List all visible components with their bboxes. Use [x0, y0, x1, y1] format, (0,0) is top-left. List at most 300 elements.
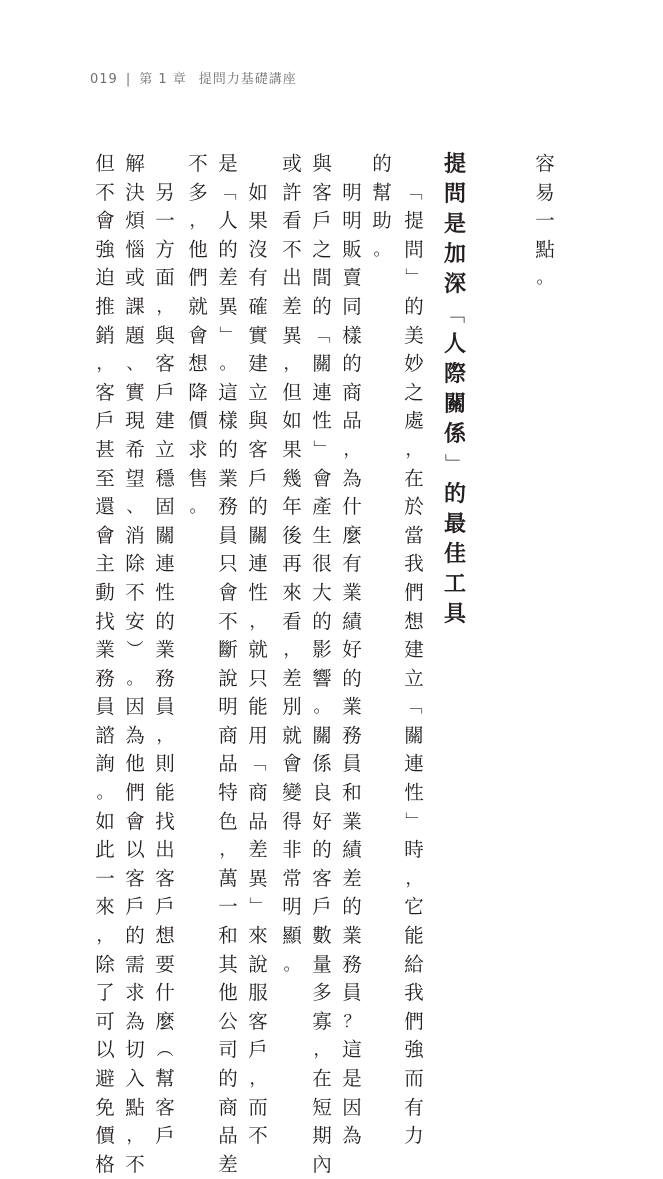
body-line-10	[120, 150, 150, 1179]
glyph: 的	[404, 294, 424, 318]
glyph: 實	[125, 380, 145, 404]
glyph: 想	[155, 924, 175, 948]
glyph: 只	[218, 552, 238, 576]
glyph: 明	[342, 180, 362, 204]
glyph: 強	[95, 237, 115, 261]
glyph: 主	[95, 552, 115, 576]
glyph: ，	[249, 1069, 267, 1089]
glyph: 題	[125, 323, 145, 347]
glyph: 差	[218, 1152, 238, 1176]
glyph: 不	[188, 152, 208, 175]
glyph: 希	[125, 437, 145, 461]
glyph: 不	[125, 580, 145, 604]
glyph: ，	[405, 868, 423, 889]
glyph: ，	[96, 926, 114, 947]
glyph: 幾	[282, 466, 302, 490]
glyph: 不	[282, 237, 302, 261]
body-line-5	[277, 150, 307, 979]
glyph: 另	[155, 180, 175, 204]
glyph: 他	[218, 981, 238, 1005]
glyph: 明	[342, 209, 362, 233]
glyph: ﹁	[445, 302, 465, 326]
glyph: 品	[248, 809, 268, 833]
glyph: 們	[404, 580, 424, 604]
glyph: 明	[218, 695, 238, 719]
glyph: 變	[282, 781, 302, 805]
glyph: 它	[404, 895, 424, 919]
glyph: 找	[155, 809, 175, 833]
glyph: 看	[282, 609, 302, 633]
glyph: 格	[95, 1152, 115, 1176]
glyph: 樣	[342, 323, 362, 347]
glyph: ，	[156, 725, 174, 746]
glyph: 提	[443, 151, 466, 177]
glyph: 短	[312, 1095, 332, 1119]
glyph: 戶	[248, 1038, 268, 1062]
glyph: 當	[404, 523, 424, 547]
glyph: 關	[404, 723, 424, 747]
glyph: 內	[312, 1152, 332, 1176]
glyph: 問	[404, 237, 424, 261]
glyph: 方	[155, 237, 175, 261]
glyph: 什	[342, 495, 362, 519]
glyph: 在	[404, 466, 424, 490]
glyph: 差	[342, 866, 362, 890]
glyph: 提	[404, 209, 424, 233]
glyph: 佳	[443, 541, 466, 567]
glyph: 他	[125, 752, 145, 776]
body-line-9	[150, 150, 180, 1151]
glyph: 強	[404, 1038, 424, 1062]
glyph: 價	[188, 409, 208, 433]
body-line-7	[213, 150, 243, 1179]
glyph: 的	[312, 609, 332, 633]
glyph: 以	[125, 838, 145, 862]
glyph: 戶	[155, 895, 175, 919]
glyph: 戶	[312, 895, 332, 919]
glyph: 、	[126, 497, 144, 518]
glyph: 員	[342, 981, 362, 1005]
glyph: 至	[95, 466, 115, 490]
glyph: 出	[282, 266, 302, 290]
glyph: 會	[95, 523, 115, 547]
glyph: 煩	[125, 209, 145, 233]
glyph: 的	[443, 481, 466, 507]
glyph: 安	[125, 609, 145, 633]
glyph: 同	[342, 294, 362, 318]
glyph: 戶	[95, 409, 115, 433]
glyph: 能	[404, 924, 424, 948]
glyph: ，	[343, 439, 361, 460]
glyph: 給	[404, 952, 424, 976]
glyph: ︶	[126, 640, 144, 661]
glyph: 看	[282, 209, 302, 233]
glyph: ，	[313, 1040, 331, 1061]
glyph: 數	[312, 924, 332, 948]
body-line-11	[90, 150, 120, 1179]
glyph: 的	[312, 838, 332, 862]
glyph: ﹂	[249, 897, 267, 918]
glyph: 找	[95, 609, 115, 633]
glyph: 好	[342, 638, 362, 662]
glyph: 以	[95, 1038, 115, 1062]
glyph: 除	[95, 952, 115, 976]
glyph: 不	[218, 609, 238, 633]
glyph: 決	[125, 180, 145, 204]
glyph: 最	[443, 511, 466, 537]
glyph: 會	[125, 809, 145, 833]
glyph: 用	[248, 723, 268, 747]
glyph: 性	[312, 409, 332, 433]
glyph: 推	[95, 294, 115, 318]
glyph: 點	[125, 1095, 145, 1119]
glyph: 關	[155, 523, 175, 547]
glyph: 切	[125, 1038, 145, 1062]
glyph: 不	[248, 1124, 268, 1148]
glyph: 期	[312, 1124, 332, 1148]
glyph: 關	[312, 352, 332, 376]
glyph: 為	[125, 1009, 145, 1033]
glyph: 響	[312, 666, 332, 690]
chapter-label: 第 1 章	[139, 72, 187, 87]
glyph: 現	[125, 409, 145, 433]
glyph: 面	[155, 266, 175, 290]
glyph: 需	[125, 952, 145, 976]
glyph: 客	[95, 380, 115, 404]
glyph: 易	[535, 180, 555, 204]
prev-paragraph-end	[530, 150, 560, 293]
glyph: 關	[248, 523, 268, 547]
glyph: 再	[282, 552, 302, 576]
glyph: 在	[312, 1067, 332, 1090]
glyph: 。	[219, 354, 237, 375]
chapter-title: 提問力基礎講座	[198, 72, 297, 87]
glyph: 我	[404, 981, 424, 1005]
glyph: 諮	[95, 723, 115, 747]
glyph: 為	[342, 466, 362, 490]
glyph: 有	[342, 552, 362, 576]
glyph: 戶	[125, 895, 145, 919]
glyph: 差	[282, 666, 302, 690]
glyph: 員	[155, 695, 175, 719]
glyph: 務	[95, 666, 115, 690]
glyph: ，	[156, 296, 174, 317]
glyph: 客	[155, 352, 175, 376]
glyph: 容	[535, 152, 555, 175]
glyph: 會	[188, 323, 208, 347]
glyph: 員	[95, 695, 115, 719]
glyph: 售	[188, 466, 208, 490]
glyph: 一	[155, 209, 175, 233]
glyph: 司	[218, 1038, 238, 1062]
glyph: 免	[95, 1095, 115, 1119]
glyph: 具	[443, 601, 466, 627]
glyph: 是	[218, 152, 238, 175]
glyph: 連	[155, 552, 175, 576]
glyph: 出	[155, 838, 175, 862]
glyph: 為	[342, 1124, 362, 1148]
glyph: 問	[443, 181, 466, 207]
glyph: 明	[282, 895, 302, 919]
glyph: 助	[372, 209, 392, 233]
glyph: 產	[312, 495, 332, 519]
glyph: 異	[248, 866, 268, 890]
glyph: 可	[95, 1009, 115, 1033]
glyph: 連	[404, 752, 424, 776]
glyph: 會	[312, 466, 332, 490]
glyph: 年	[282, 495, 302, 519]
glyph: 這	[218, 380, 238, 404]
glyph: ﹂	[405, 268, 423, 289]
glyph: 多	[188, 180, 208, 204]
glyph: 想	[404, 609, 424, 633]
glyph: 不	[125, 1152, 145, 1176]
glyph: 戶	[248, 466, 268, 490]
glyph: 客	[155, 866, 175, 890]
glyph: 性	[404, 781, 424, 805]
glyph: 。	[536, 268, 554, 289]
glyph: ︵	[156, 1040, 174, 1061]
glyph: ﹁	[405, 697, 423, 718]
glyph: 的	[342, 666, 362, 690]
glyph: 業	[218, 466, 238, 490]
glyph: 建	[248, 352, 268, 376]
glyph: 連	[312, 380, 332, 404]
glyph: 客	[248, 1009, 268, 1033]
glyph: 有	[404, 1095, 424, 1119]
glyph: 一	[218, 895, 238, 919]
glyph: 萬	[218, 866, 238, 890]
glyph: 販	[342, 237, 362, 261]
glyph: 商	[218, 723, 238, 747]
glyph: 如	[282, 409, 302, 433]
glyph: 非	[282, 838, 302, 862]
glyph: 了	[95, 981, 115, 1005]
glyph: ，	[189, 211, 207, 232]
glyph: 商	[218, 1095, 238, 1119]
glyph: 價	[95, 1124, 115, 1148]
glyph: 差	[248, 838, 268, 862]
glyph: 的	[312, 294, 332, 318]
glyph: 甚	[95, 437, 115, 461]
glyph: 樣	[218, 409, 238, 433]
glyph: 的	[218, 1067, 238, 1090]
glyph: 的	[218, 237, 238, 261]
glyph: 特	[218, 781, 238, 805]
section-heading	[440, 150, 470, 630]
glyph: 銷	[95, 323, 115, 347]
glyph: 建	[404, 638, 424, 662]
glyph: 係	[312, 752, 332, 776]
glyph: 則	[155, 752, 175, 776]
glyph: 與	[155, 323, 175, 347]
glyph: 之	[312, 237, 332, 261]
glyph: 客	[155, 1095, 175, 1119]
glyph: 果	[282, 437, 302, 461]
glyph: 什	[155, 981, 175, 1005]
glyph: 會	[95, 209, 115, 233]
glyph: 一	[95, 866, 115, 890]
glyph: 業	[342, 924, 362, 948]
glyph: ，	[283, 640, 301, 661]
glyph: ﹁	[313, 325, 331, 346]
glyph: 這	[342, 1038, 362, 1062]
glyph: 商	[342, 380, 362, 404]
glyph: 商	[248, 781, 268, 805]
glyph: 深	[443, 271, 466, 297]
glyph: 或	[282, 152, 302, 175]
glyph: 大	[312, 580, 332, 604]
glyph: 性	[248, 580, 268, 604]
body-line-8	[183, 150, 213, 522]
glyph: 色	[218, 809, 238, 833]
glyph: 和	[342, 781, 362, 805]
glyph: 加	[443, 241, 466, 267]
glyph: 幫	[372, 180, 392, 204]
body-line-6	[243, 150, 273, 1151]
glyph: 客	[312, 180, 332, 204]
glyph: 麼	[155, 1009, 175, 1033]
glyph: 。	[283, 954, 301, 975]
glyph: 望	[125, 466, 145, 490]
glyph: 來	[95, 895, 115, 919]
glyph: 關	[312, 723, 332, 747]
glyph: 績	[342, 838, 362, 862]
glyph: 還	[95, 495, 115, 519]
glyph: 務	[155, 666, 175, 690]
glyph: 能	[248, 695, 268, 719]
glyph: 業	[342, 695, 362, 719]
glyph: 。	[96, 783, 114, 804]
glyph: 沒	[248, 237, 268, 261]
glyph: 只	[248, 666, 268, 690]
glyph: 常	[282, 866, 302, 890]
glyph: 確	[248, 294, 268, 318]
glyph: 為	[125, 723, 145, 747]
glyph: 有	[248, 266, 268, 290]
glyph: 就	[248, 638, 268, 662]
glyph: 員	[342, 752, 362, 776]
glyph: 務	[342, 723, 362, 747]
glyph: 實	[248, 323, 268, 347]
glyph: 客	[248, 437, 268, 461]
glyph: 固	[155, 495, 175, 519]
glyph: 人	[218, 209, 238, 233]
glyph: 詢	[95, 752, 115, 776]
glyph: 要	[155, 952, 175, 976]
glyph: 生	[312, 523, 332, 547]
glyph: 建	[155, 409, 175, 433]
glyph: 的	[155, 609, 175, 633]
glyph: 美	[404, 323, 424, 347]
glyph: 但	[95, 152, 115, 175]
glyph: 們	[125, 781, 145, 805]
glyph: 良	[312, 781, 332, 805]
glyph: 們	[188, 266, 208, 290]
glyph: 戶	[312, 209, 332, 233]
glyph: 。	[373, 239, 391, 260]
glyph: ﹁	[219, 182, 237, 203]
glyph: ，	[219, 840, 237, 861]
page-number: 019	[90, 72, 118, 87]
glyph: ﹁	[405, 182, 423, 203]
glyph: 不	[95, 180, 115, 204]
glyph: 量	[312, 952, 332, 976]
glyph: 關	[443, 391, 466, 417]
glyph: 們	[404, 1009, 424, 1033]
glyph: 一	[535, 209, 555, 233]
glyph: 多	[312, 981, 332, 1005]
glyph: 立	[248, 380, 268, 404]
glyph: 如	[95, 809, 115, 833]
glyph: 迫	[95, 266, 115, 290]
glyph: 。	[126, 668, 144, 689]
glyph: 連	[248, 552, 268, 576]
running-head-separator: |	[125, 72, 132, 87]
glyph: 賣	[342, 266, 362, 290]
glyph: 說	[218, 666, 238, 690]
glyph: 斷	[218, 638, 238, 662]
glyph: 務	[342, 952, 362, 976]
glyph: 公	[218, 1009, 238, 1033]
glyph: 的	[218, 437, 238, 461]
glyph: 顯	[282, 924, 302, 948]
glyph: 間	[312, 266, 332, 290]
glyph: 除	[125, 552, 145, 576]
glyph: ﹁	[249, 754, 267, 775]
glyph: ？	[343, 1011, 361, 1032]
glyph: 的	[342, 352, 362, 376]
glyph: 係	[443, 421, 466, 447]
glyph: 、	[126, 354, 144, 375]
glyph: 好	[312, 809, 332, 833]
glyph: 別	[282, 695, 302, 719]
glyph: 他	[188, 237, 208, 261]
glyph: 就	[188, 294, 208, 318]
glyph: 時	[404, 838, 424, 862]
glyph: 業	[155, 638, 175, 662]
glyph: ，	[126, 1126, 144, 1147]
glyph: 品	[218, 1124, 238, 1148]
glyph: 或	[125, 266, 145, 290]
glyph: 。	[189, 497, 207, 518]
glyph: 如	[248, 180, 268, 204]
glyph: ﹂	[219, 325, 237, 346]
glyph: 服	[248, 981, 268, 1005]
glyph: 會	[218, 580, 238, 604]
glyph: 品	[342, 409, 362, 433]
glyph: 的	[342, 895, 362, 919]
glyph: 得	[282, 809, 302, 833]
glyph: 和	[218, 924, 238, 948]
glyph: 而	[404, 1067, 424, 1090]
glyph: 就	[282, 723, 302, 747]
glyph: 消	[125, 523, 145, 547]
glyph: 很	[312, 552, 332, 576]
glyph: 是	[342, 1067, 362, 1090]
glyph: 的	[125, 924, 145, 948]
glyph: ，	[96, 354, 114, 375]
glyph: 業	[95, 638, 115, 662]
glyph: ﹂	[313, 439, 331, 460]
glyph: 差	[282, 294, 302, 318]
glyph: 來	[248, 924, 268, 948]
glyph: ，	[283, 354, 301, 375]
glyph: 解	[125, 152, 145, 175]
glyph: 寡	[312, 1009, 332, 1033]
glyph: 想	[188, 352, 208, 376]
glyph: 業	[342, 809, 362, 833]
